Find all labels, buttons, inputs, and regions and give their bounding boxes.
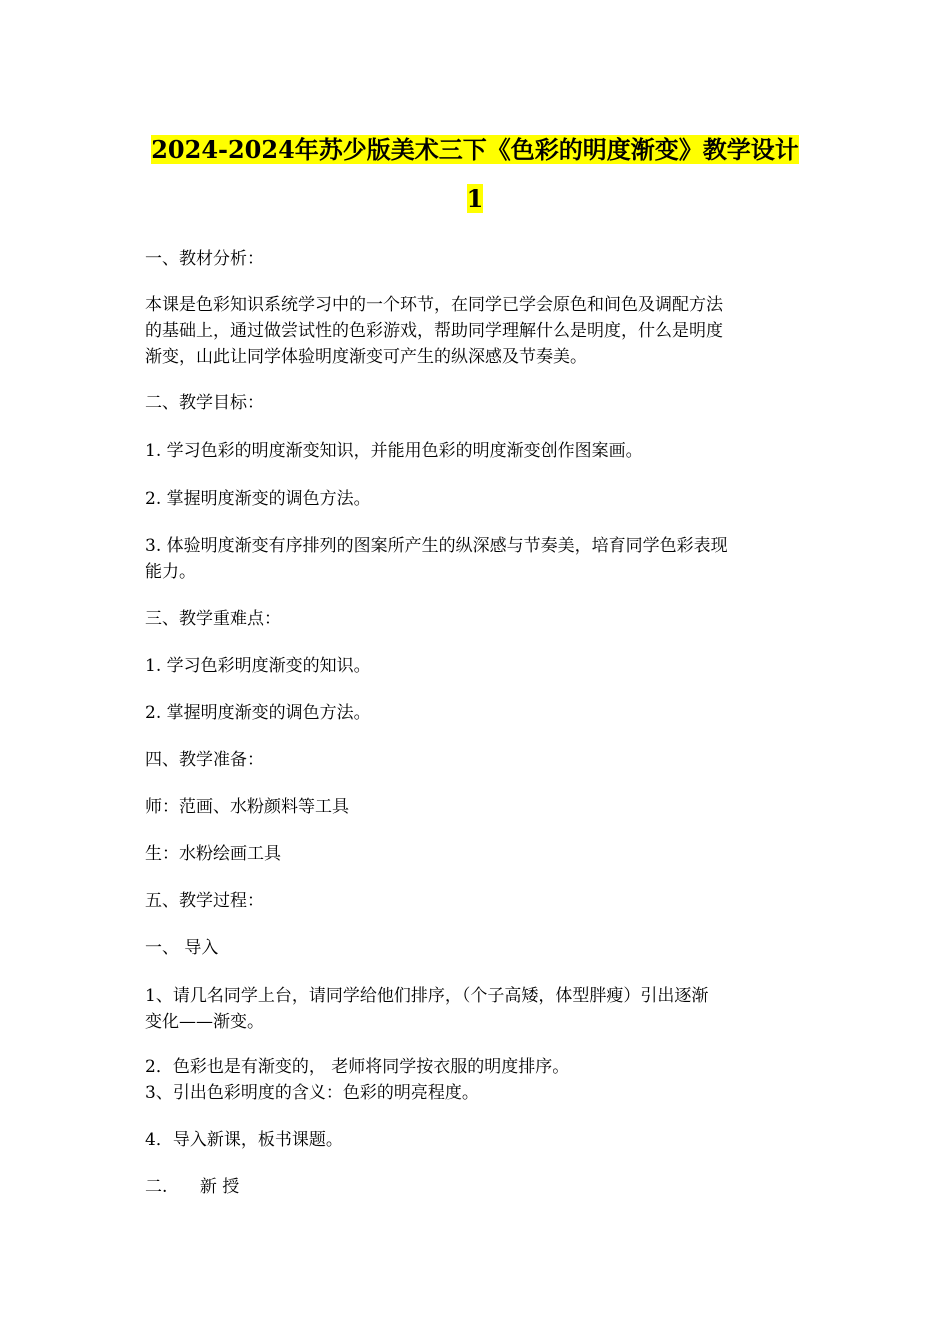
- title-highlight-1: 2024-2024年苏少版美术三下《色彩的明度渐变》教学设计: [151, 135, 799, 164]
- subsection-heading-new-lesson: 二. 新 授: [145, 1177, 240, 1197]
- paragraph-line: 渐变，山此让同学体验明度渐变可产生的纵深感及节奏美。: [145, 347, 587, 367]
- list-item: 3、引出色彩明度的含义：色彩的明亮程度。: [145, 1083, 479, 1103]
- section-heading-preparation: 四、教学准备：: [145, 750, 264, 770]
- section-heading-textbook-analysis: 一、教材分析：: [145, 249, 264, 269]
- list-item: 2. 掌握明度渐变的调色方法。: [145, 489, 371, 509]
- list-item: 4．导入新课，板书课题。: [145, 1130, 343, 1150]
- paragraph-line: 本课是色彩知识系统学习中的一个环节，在同学已学会原色和间色及调配方法: [145, 295, 723, 315]
- section-heading-teaching-goals: 二、教学目标：: [145, 393, 264, 413]
- section-heading-teaching-process: 五、教学过程：: [145, 891, 264, 911]
- subsection-heading-introduction: 一、 导入: [145, 938, 219, 958]
- list-item: 1. 学习色彩的明度渐变知识，并能用色彩的明度渐变创作图案画。: [145, 441, 643, 461]
- list-item: 3. 体验明度渐变有序排列的图案所产生的纵深感与节奏美，培育同学色彩表现: [145, 536, 728, 556]
- paragraph-line: 的基础上，通过做尝试性的色彩游戏，帮助同学理解什么是明度，什么是明度: [145, 321, 723, 341]
- list-item-continuation: 变化——渐变。: [145, 1012, 264, 1032]
- title-highlight-2: 1: [466, 184, 484, 213]
- list-item-continuation: 能力。: [145, 562, 196, 582]
- document-title-line-2: [100, 182, 850, 216]
- list-item: 2．色彩也是有渐变的， 老师将同学按衣服的明度排序。: [145, 1057, 570, 1077]
- section-heading-key-points: 三、教学重难点：: [145, 609, 281, 629]
- list-item: 1. 学习色彩明度渐变的知识。: [145, 656, 371, 676]
- list-item: 1、请几名同学上台，请同学给他们排序，（个子高矮，体型胖瘦）引出逐渐: [145, 986, 709, 1006]
- list-item: 2. 掌握明度渐变的调色方法。: [145, 703, 371, 723]
- paragraph-line: 师：范画、水粉颜料等工具: [145, 797, 349, 817]
- document-title-line-1: [100, 133, 850, 167]
- paragraph-line: 生：水粉绘画工具: [145, 844, 281, 864]
